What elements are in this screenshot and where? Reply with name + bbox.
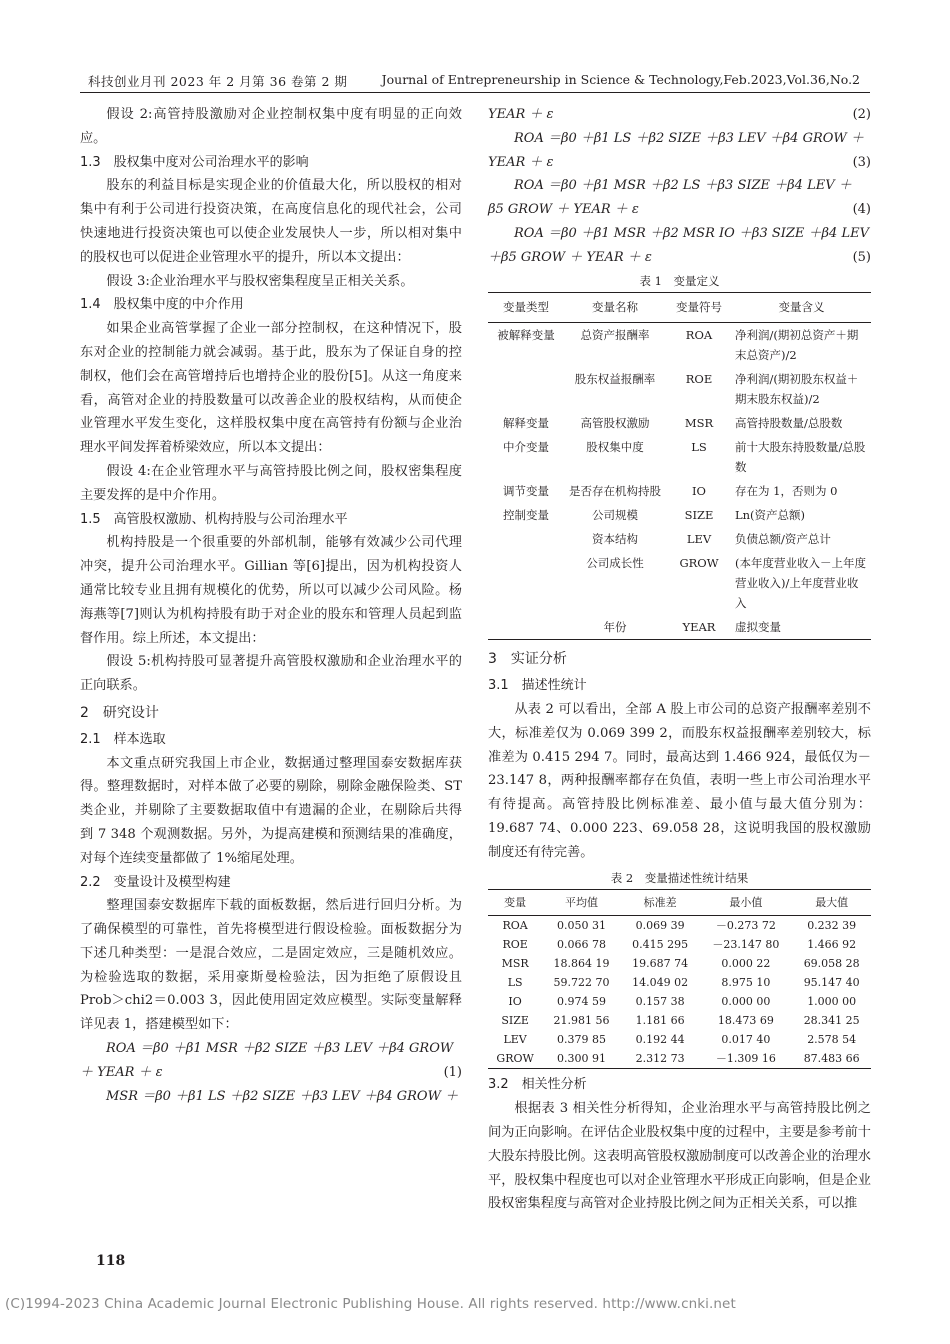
table-header-cell: 变量含义	[732, 292, 871, 323]
table-row	[488, 411, 871, 435]
table-cell: 虚拟变量	[735, 620, 781, 635]
table-row	[488, 1049, 871, 1069]
table-cell	[488, 615, 564, 640]
equation-3-line-2: YEAR ＋ ε (3)	[488, 154, 871, 170]
equation-1-line-2: ＋ YEAR ＋ ε (1)	[80, 1061, 462, 1085]
table-cell: 公司成长性	[586, 556, 644, 571]
table-cell: LEV	[686, 532, 712, 547]
table-cell: 0.000 22	[721, 957, 771, 971]
section-3-1-heading: 3.1 描述性统计	[488, 678, 587, 694]
table-cell	[488, 551, 564, 615]
table-row	[488, 551, 871, 615]
table-cell: 28.341 25	[803, 1014, 860, 1028]
table-row	[488, 615, 871, 640]
table-cell: 高管股权激励	[580, 416, 650, 431]
table-cell: 0.974 59	[557, 995, 607, 1009]
section-2-1-heading: 2.1 样本选取	[80, 731, 166, 747]
table-row	[488, 935, 871, 954]
table-cell: ROE	[502, 938, 528, 952]
section-3-2-heading: 3.2 相关性分析	[488, 1077, 587, 1093]
table-cell: 被解释变量	[497, 328, 555, 343]
table-cell: 2.578 54	[807, 1033, 857, 1047]
table-cell: 是否存在机构持股	[569, 484, 661, 499]
table-cell: ROE	[685, 372, 713, 387]
table-cell: 18.473 69	[717, 1014, 774, 1028]
equation-1-number: (1)	[443, 1064, 462, 1080]
table-cell: Ln(资产总额)	[735, 508, 806, 523]
table-cell: 0.232 39	[807, 919, 857, 933]
table-1-variable-definitions	[488, 292, 871, 641]
table-cell: 0.379 85	[557, 1033, 607, 1047]
hypothesis-4: 假设 4:在企业管理水平与高管持股比例之间，股权密集程度主要发挥的是中介作用。	[80, 463, 462, 503]
table-1-header-row	[488, 292, 871, 323]
table-cell: 21.981 56	[553, 1014, 610, 1028]
table-row	[488, 992, 871, 1011]
table-header-cell: 标准差	[621, 889, 700, 916]
table-cell: IO	[508, 995, 522, 1009]
table-2-descriptive-statistics	[488, 889, 871, 1070]
table-2-header-row	[488, 889, 871, 916]
table-cell: 0.066 78	[557, 938, 607, 952]
table-cell: YEAR	[682, 620, 716, 635]
table-cell: 存在为 1，否则为 0	[735, 484, 838, 499]
equation-5-line-1: ROA ＝β0 ＋β1 MSR ＋β2 MSR IO ＋β3 SIZE ＋β4 LEV	[514, 225, 869, 241]
hypothesis-3: 假设 3:企业治理水平与股权密集程度呈正相关关系。	[106, 273, 414, 289]
table-cell: －0.273 72	[715, 919, 776, 933]
table-cell: －23.147 80	[712, 938, 780, 952]
table-cell: 1.181 66	[635, 1014, 685, 1028]
table-row	[488, 973, 871, 992]
table-cell: ROA	[502, 919, 528, 933]
table-row	[488, 954, 871, 973]
table-cell: ROA	[685, 328, 713, 343]
table-cell: SIZE	[684, 508, 714, 523]
table-cell: －1.309 16	[715, 1052, 776, 1066]
section-2-2-paragraph: 整理国泰安数据库下载的面板数据，然后进行回归分析。为了确保模型的可靠性，首先将模型进行假设检验。面板数据分为下述几种类型：一是混合效应，二是固定效应，三是随机效应。为检验选取的数据，采用豪斯曼检验法，因为拒绝了原假设且 Prob＞chi2＝0.003 3，因此使用固定效应模型。实际变量解释详见表 1，搭建模型如下：	[80, 898, 462, 1033]
table-cell: MSR	[684, 416, 714, 431]
equation-4-line-1: ROA ＝β0 ＋β1 MSR ＋β2 LS ＋β3 SIZE ＋β4 LEV ＋	[514, 178, 852, 194]
table-cell: SIZE	[501, 1014, 529, 1028]
table-cell: 2.312 73	[635, 1052, 685, 1066]
section-1-5-paragraph: 机构持股是一个很重要的外部机制，能够有效减少公司代理冲突，提升公司治理水平。Gillian 等[6]提出，因为机构投资人通常比较专业且拥有规模化的优势，所以可以减少公司风险。杨海燕等[7]则认为机构持股有助于对企业的股东和管理人员起到监督作用。综上所述，本文提出：	[80, 535, 462, 646]
table-cell: 1.466 92	[807, 938, 857, 952]
section-3-heading: 3 实证分析	[488, 651, 567, 668]
table-header-cell: 变量类型	[488, 292, 564, 323]
equation-2-line-2: YEAR ＋ ε (2)	[488, 107, 871, 122]
section-2-2-heading: 2.2 变量设计及模型构建	[80, 874, 231, 890]
equation-5-line-2: ＋β5 GROW ＋ YEAR ＋ ε (5)	[488, 249, 871, 265]
table-cell: 0.069 39	[635, 919, 685, 933]
table-cell: 0.157 38	[635, 995, 685, 1009]
page-number: 118	[96, 1253, 126, 1269]
header-journal-en: Journal of Entrepreneurship in Science & Technology,Feb.2023,Vol.36,No.2	[381, 72, 860, 87]
table-cell: GROW	[679, 556, 719, 571]
table-row	[488, 916, 871, 936]
table-1-caption: 表 1 变量定义	[639, 273, 720, 288]
section-1-3-paragraph: 股东的利益目标是实现企业的价值最大化，所以股权的相对集中有利于公司进行投资决策，在高度信息化的现代社会，公司快速地进行投资决策也可以使企业发展快人一步，所以相对集中的股权也可以促进企业管理水平的提升，所以本文提出：	[80, 178, 462, 265]
hypothesis-2: 假设 2:高管持股激励对企业控制权集中度有明显的正向效应。	[80, 107, 462, 146]
table-cell: 股权集中度	[586, 440, 644, 455]
table-cell: 69.058 28	[803, 957, 860, 971]
table-cell	[488, 527, 564, 551]
table-row	[488, 479, 871, 503]
table-cell	[488, 367, 564, 411]
right-column	[488, 103, 871, 1216]
table-row	[488, 367, 871, 411]
table-cell: 股东权益报酬率	[574, 372, 656, 387]
table-cell: 中介变量	[503, 440, 549, 455]
hypothesis-5: 假设 5:机构持股可显著提升高管股权激励和企业治理水平的正向联系。	[80, 654, 462, 694]
table-cell: 前十大股东持股数量/总股数	[735, 440, 866, 475]
left-column	[80, 103, 462, 1108]
section-2-1-paragraph: 本文重点研究我国上市企业，数据通过整理国泰安数据库获得。整理数据时，对样本做了必要的剔除，剔除金融保险类、ST 类企业，并剔除了主要数据取值中有遗漏的企业，在剔除后共得到 7 348 个观测数据。另外，为提高建模和预测结果的准确度，对每个连续变量都做了 1%缩尾处理。	[80, 755, 462, 866]
table-cell: 净利润/(期初股东权益＋期末股东权益)/2	[735, 372, 859, 407]
table-cell: 19.687 74	[632, 957, 689, 971]
table-row	[488, 1030, 871, 1049]
table-row	[488, 1011, 871, 1030]
table-cell: 18.864 19	[553, 957, 610, 971]
table-cell: 1.000 00	[807, 995, 857, 1009]
table-cell: 0.300 91	[557, 1052, 607, 1066]
table-header-cell: 变量	[488, 889, 542, 916]
table-cell: 公司规模	[592, 508, 638, 523]
table-row	[488, 435, 871, 479]
table-cell: 控制变量	[503, 508, 549, 523]
section-2-heading: 2 研究设计	[80, 704, 159, 721]
table-row	[488, 323, 871, 368]
table-cell: 14.049 02	[632, 976, 689, 990]
table-cell: 0.000 00	[721, 995, 771, 1009]
table-cell: 总资产报酬率	[580, 328, 650, 343]
table-cell: 负债总额/资产总计	[735, 532, 831, 547]
table-cell: MSR	[501, 957, 529, 971]
table-row	[488, 503, 871, 527]
table-cell: 0.192 44	[635, 1033, 685, 1047]
table-header-cell: 最小值	[699, 889, 792, 916]
section-1-5-heading: 1.5 高管股权激励、机构持股与公司治理水平	[80, 511, 348, 527]
table-cell: 59.722 70	[553, 976, 610, 990]
equation-1-line-1: ROA ＝β0 ＋β1 MSR ＋β2 SIZE ＋β3 LEV ＋β4 GROW	[106, 1041, 454, 1057]
table-cell: 调节变量	[503, 484, 549, 499]
table-cell: 0.050 31	[557, 919, 607, 933]
section-1-4-paragraph: 如果企业高管掌握了企业一部分控制权，在这种情况下，股东对企业的控制能力就会减弱。基于此，股东为了保证自身的控制权，他们会在高管增持后也增持企业的股份[5]。从这一角度来看，高管对企业的持股数量可以改善企业的股权结构，从而使企业管理水平发生变化，这样股权集中度在高管持有份额与企业治理水平间发挥着桥梁效应，所以本文提出：	[80, 321, 462, 456]
table-cell: GROW	[496, 1052, 534, 1066]
section-1-3-heading: 1.3 股权集中度对公司治理水平的影响	[80, 154, 309, 170]
table-cell: 87.483 66	[803, 1052, 860, 1066]
table-cell: LS	[507, 976, 523, 990]
section-1-4-heading: 1.4 股权集中度的中介作用	[80, 297, 244, 313]
table-cell: 高管持股数量/总股数	[735, 416, 843, 431]
table-cell: 年份	[603, 620, 627, 635]
table-header-cell: 变量名称	[564, 292, 666, 323]
table-cell: 95.147 40	[803, 976, 860, 990]
section-3-2-paragraph: 根据表 3 相关性分析得知，企业治理水平与高管持股比例之间为正向影响。在评估企业股权集中度的过程中，主要是参考前十大股东持股比例。这表明高管股权激励制度可以改善企业的治理水平，股权集中程度也可以对企业管理水平形成正向影响，但是企业股权密集程度与高管对企业持股比例之间为正相关关系，可以推	[488, 1101, 871, 1212]
table-cell: LEV	[503, 1033, 527, 1047]
section-3-1-paragraph: 从表 2 可以看出，全部 A 股上市公司的总资产报酬率差别不大，标准差仅为 0.069 399 2，而股东权益报酬率差别较大，标准差为 0.415 294 7。同时，最高达到 1.466 924，最低仅为－23.147 8，两种报酬率都存在负值，表明一些上市公司治理水平有待提高。高管持股比例标准差、最小值与最大值分别为：19.687 74、0.000 223、69.058 28，这说明我国的股权激励制度还有待完善。	[488, 701, 871, 860]
table-2-caption: 表 2 变量描述性统计结果	[610, 870, 749, 885]
table-cell: (本年度营业收入－上年度营业收入)/上年度营业收入	[735, 556, 866, 611]
equation-2-line-1: MSR ＝β0 ＋β1 LS ＋β2 SIZE ＋β3 LEV ＋β4 GROW ＋	[106, 1088, 459, 1104]
table-header-cell: 最大值	[792, 889, 871, 916]
table-cell: IO	[692, 484, 706, 499]
table-row	[488, 527, 871, 551]
table-cell: 0.415 295	[632, 938, 689, 952]
table-cell: LS	[691, 440, 707, 455]
table-header-cell: 变量符号	[666, 292, 732, 323]
running-header	[80, 70, 870, 93]
equation-3-line-1: ROA ＝β0 ＋β1 LS ＋β2 SIZE ＋β3 LEV ＋β4 GROW ＋	[514, 130, 864, 146]
table-cell: 资本结构	[592, 532, 638, 547]
copyright-footer: (C)1994-2023 China Academic Journal Electronic Publishing House. All rights reserved. http://www.cnki.net	[5, 1296, 736, 1312]
table-cell: 8.975 10	[721, 976, 771, 990]
table-cell: 净利润/(期初总资产＋期末总资产)/2	[735, 328, 859, 363]
header-journal-cn: 科技创业月刊 2023 年 2 月第 36 卷第 2 期	[88, 74, 348, 89]
table-cell: 解释变量	[503, 416, 549, 431]
equation-4-line-2: β5 GROW ＋ YEAR ＋ ε (4)	[488, 202, 871, 218]
table-header-cell: 平均值	[542, 889, 621, 916]
table-cell: 0.017 40	[721, 1033, 771, 1047]
